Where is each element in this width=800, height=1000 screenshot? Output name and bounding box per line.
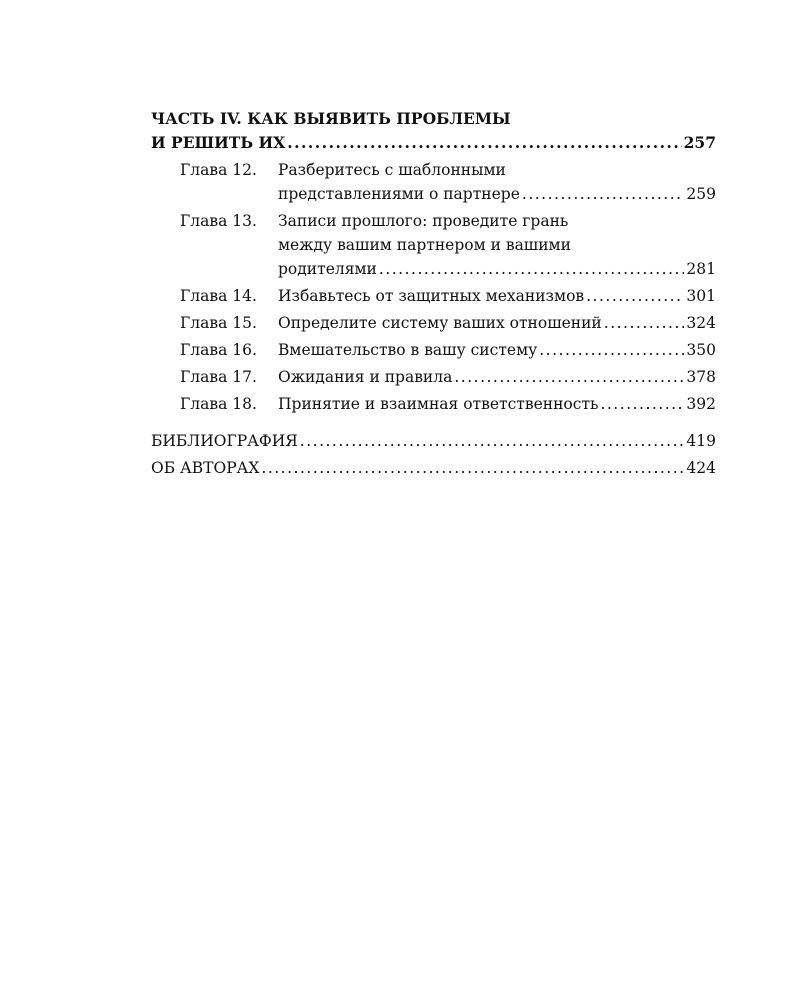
chapter-12-entry	[180, 158, 716, 206]
chapter-17-entry	[180, 365, 716, 389]
chapter-page-number: 392	[686, 395, 716, 413]
chapter-title-line: Избавьтесь от защитных механизмов	[278, 287, 585, 305]
section-page-number: 424	[686, 459, 716, 477]
section-title: БИБЛИОГРАФИЯ	[151, 432, 298, 450]
dot-leader	[539, 338, 684, 362]
chapter-title	[278, 392, 716, 416]
chapter-title-line: Записи прошлого: проведите грань	[278, 212, 569, 230]
dot-leader	[600, 392, 684, 416]
table-of-contents	[151, 107, 716, 483]
chapter-title-line: Вмешательство в вашу систему	[278, 341, 538, 359]
chapter-title-line: между вашим партнером и вашими	[278, 236, 571, 254]
chapter-title-line: представлениями о партнере	[278, 185, 520, 203]
chapter-title	[278, 311, 716, 335]
chapter-title	[278, 365, 716, 389]
chapter-number: Глава 15.	[180, 314, 257, 332]
chapter-page-number: 324	[686, 314, 716, 332]
dot-leader	[261, 456, 684, 480]
chapter-number: Глава 17.	[180, 368, 257, 386]
chapter-number: Глава 14.	[180, 287, 257, 305]
chapter-page-number: 281	[686, 260, 716, 278]
about-authors-entry	[151, 456, 716, 480]
chapter-number: Глава 18.	[180, 395, 257, 413]
chapter-title	[278, 158, 716, 206]
part-title-text-2: И РЕШИТЬ ИХ	[151, 133, 286, 152]
spacer	[151, 419, 716, 429]
chapter-number: Глава 12.	[180, 161, 257, 179]
chapter-page-number: 259	[686, 185, 716, 203]
dot-leader	[586, 284, 684, 308]
chapter-15-entry	[180, 311, 716, 335]
chapter-16-entry	[180, 338, 716, 362]
chapter-title-line: Принятие и взаимная ответственность	[278, 395, 599, 413]
chapter-title	[278, 284, 716, 308]
dot-leader	[379, 257, 685, 281]
chapter-title-line: родителями	[278, 260, 377, 278]
section-page-number: 419	[686, 432, 716, 450]
part-title-line-1	[151, 107, 716, 131]
chapter-13-entry	[180, 209, 716, 281]
dot-leader	[522, 182, 685, 206]
chapter-number: Глава 13.	[180, 212, 257, 230]
dot-leader	[454, 365, 684, 389]
section-title: ОБ АВТОРАХ	[151, 459, 260, 477]
chapter-14-entry	[180, 284, 716, 308]
chapter-number: Глава 16.	[180, 341, 257, 359]
chapter-page-number: 350	[686, 341, 716, 359]
part-title-line-2	[151, 131, 716, 155]
part-4-entry	[151, 107, 716, 155]
chapter-title	[278, 209, 716, 281]
bibliography-entry	[151, 429, 716, 453]
chapter-page-number: 378	[686, 368, 716, 386]
chapter-page-number: 301	[686, 287, 716, 305]
chapter-18-entry	[180, 392, 716, 416]
chapter-title-line: Разберитесь с шаблонными	[278, 161, 506, 179]
part-title-text-1: ЧАСТЬ IV. КАК ВЫЯВИТЬ ПРОБЛЕМЫ	[151, 109, 511, 128]
dot-leader	[300, 429, 685, 453]
part-page-number: 257	[683, 133, 716, 152]
chapter-title	[278, 338, 716, 362]
chapter-title-line: Ожидания и правила	[278, 368, 453, 386]
chapter-title-line: Определите систему ваших отношений	[278, 314, 602, 332]
dot-leader	[287, 131, 681, 155]
dot-leader	[604, 311, 685, 335]
